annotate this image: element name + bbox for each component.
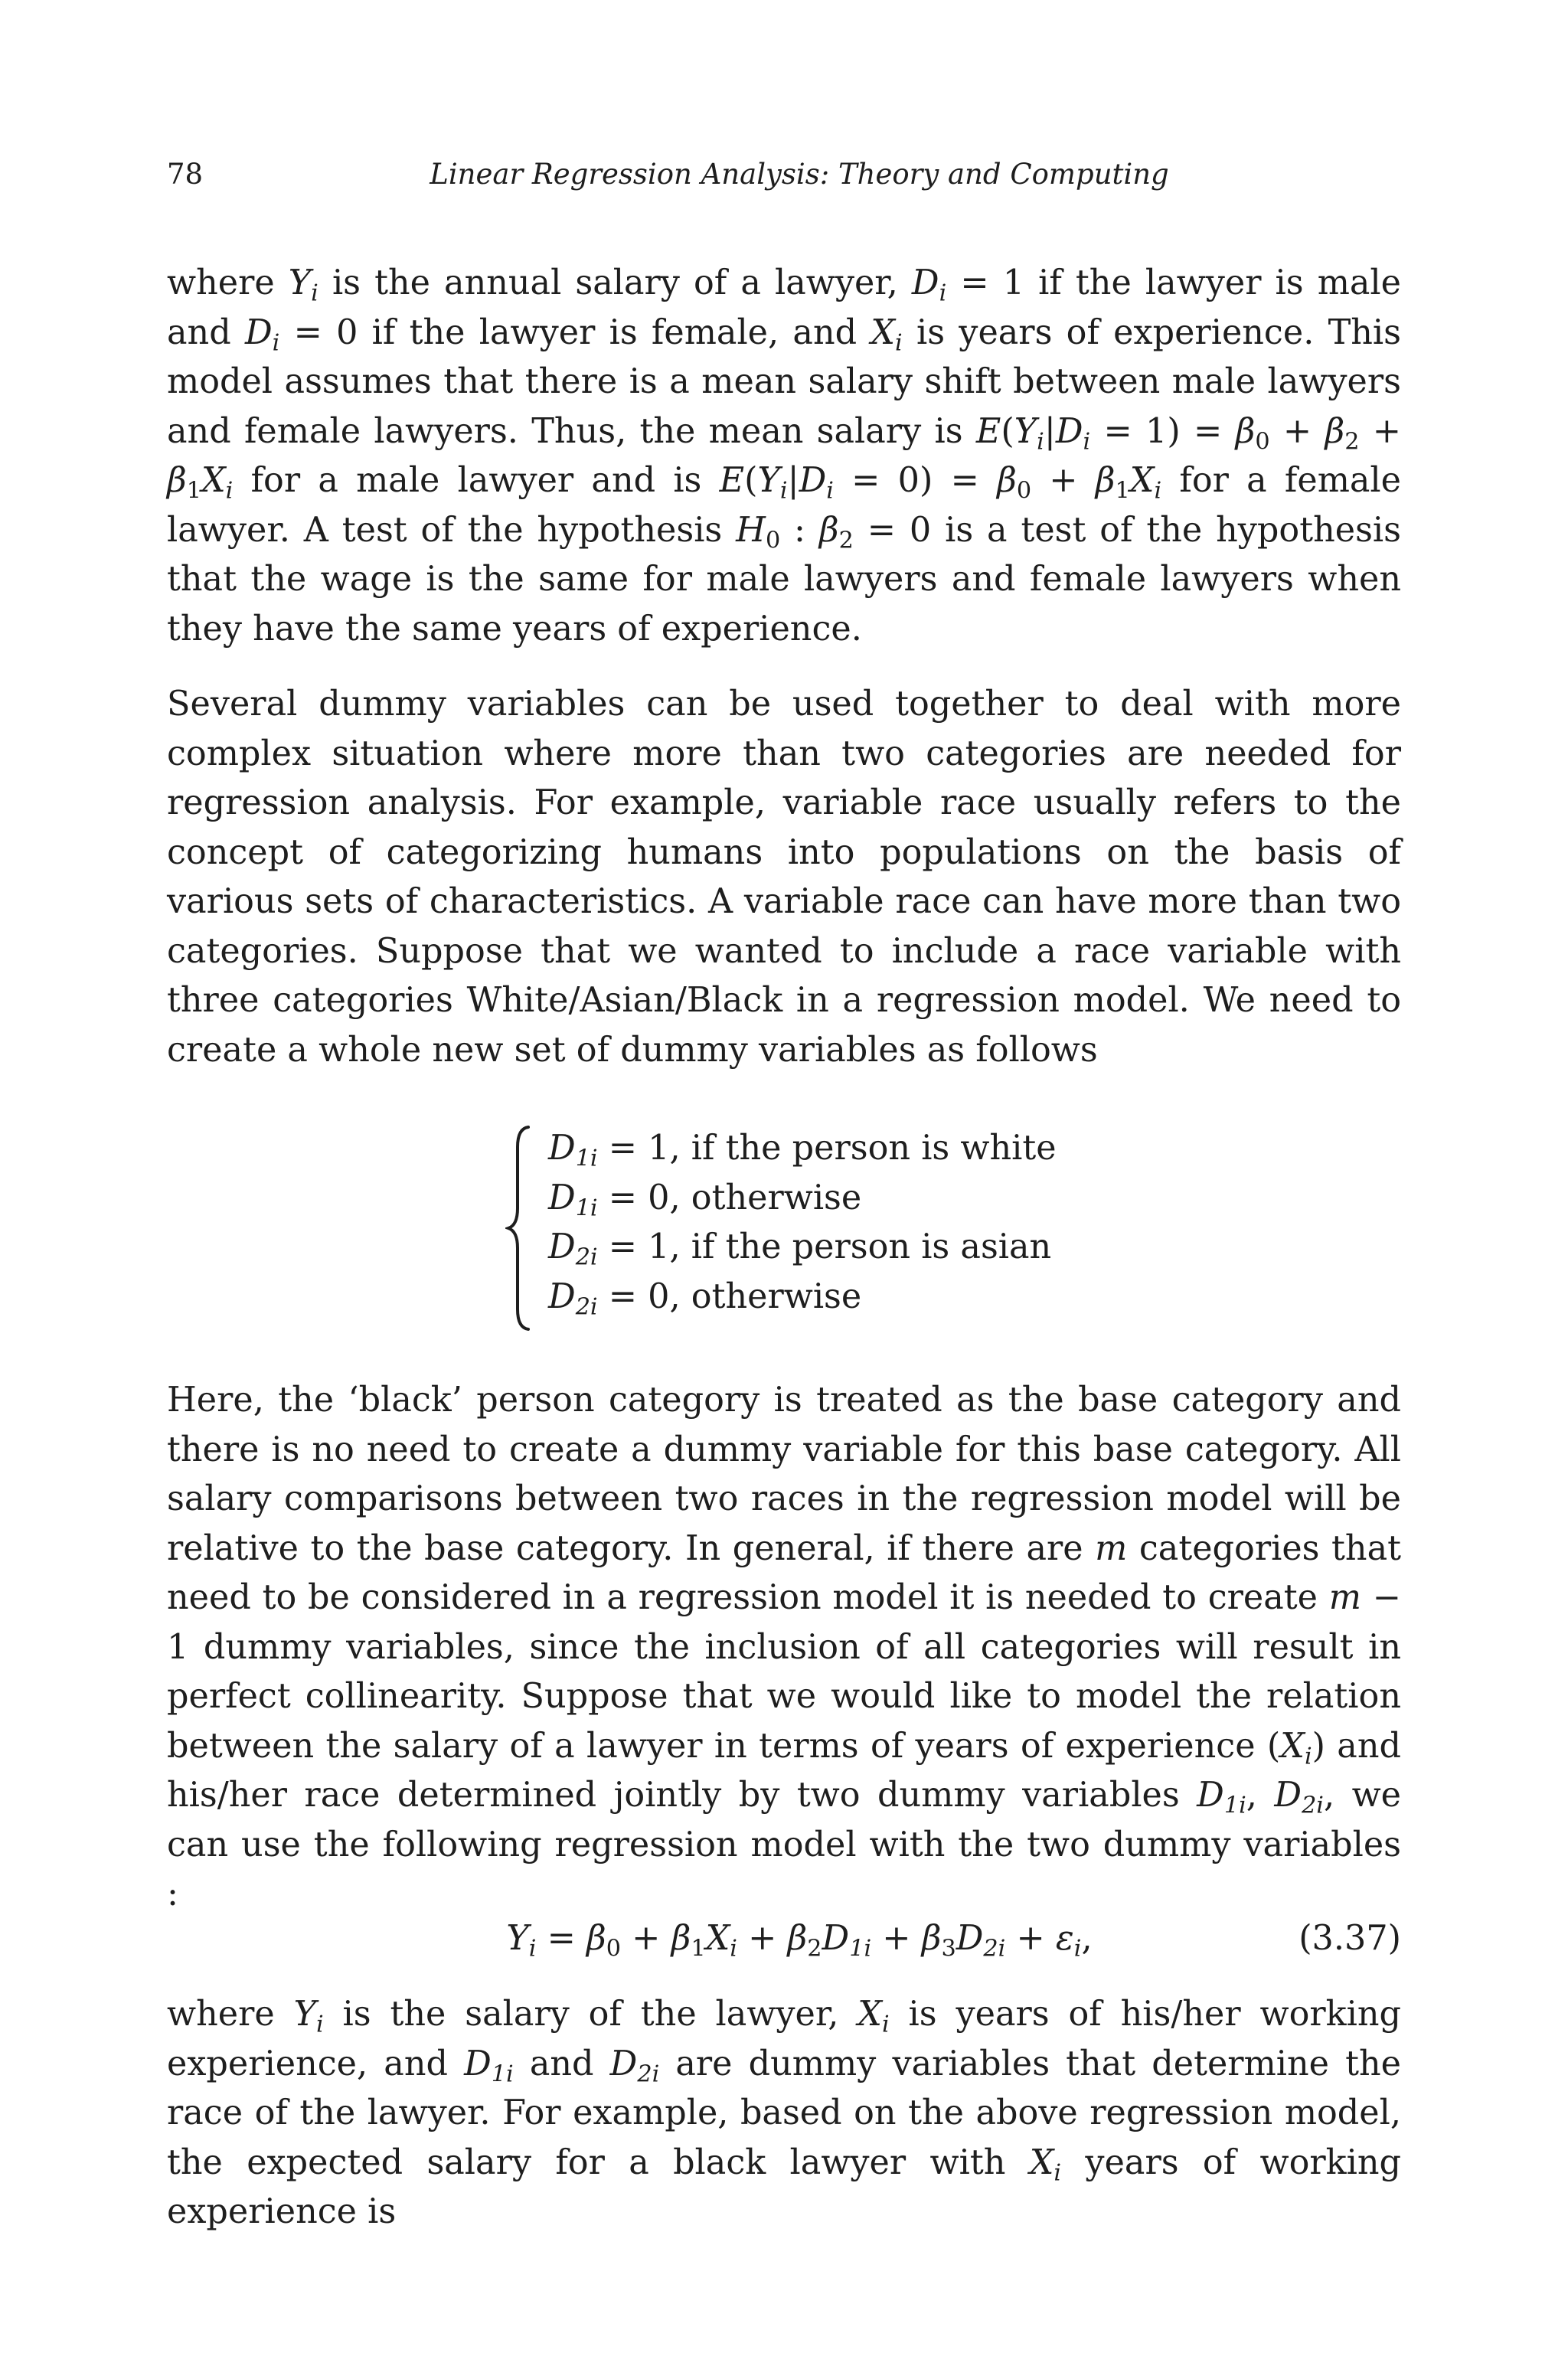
dummy-variable-cases [505,1124,1087,1332]
left-brace [505,1124,533,1332]
case-row: $D_{1i} = 1$, if the person is white [548,1129,1057,1172]
case-row: $D_{2i} = 1$, if the person is asian [548,1227,1052,1271]
equation-number: (3.37) [1298,1919,1401,1958]
page-number: 78 [167,158,204,191]
running-head [167,158,1401,204]
equation-body: $Y_i = \beta_0 + \beta_1X_i + \beta_2D_{1i} + \beta_3D_{2i} + \varepsilon_i$, [506,1919,1093,1962]
paragraph-lawyer-salary-model: where $Y_i$ is the annual salary of a lawyer, $D_i = 1$ if the lawyer is male and $D_i = 0$ if the lawyer is female, and $X_i$ is years of experience. This model assumes that there is a mean salary shift between male lawyers and female lawyers. Thus, the mean salary is $E(Y_i|D_i = 1) = \beta_0 + \beta_2 + \beta_1X_i$ for a male lawyer and is $E(Y_i|D_i = 0) = \beta_0 + \beta_1X_i$ for a female lawyer. A test of the hypothesis $H_0$ : $\beta_2 = 0$ is a test of the hypothesis that the wage is the same for male lawyers and female lawyers when they have the same years of experience. [167,263,1402,649]
paragraph-base-category: Here, the ‘black’ person category is treated as the base category and there is no need to create a dummy variable for this base category. All salary comparisons between two races in the regression model will be relative to the base category. In general, if there are m categories that need to be considered in a regression model it is needed to create m − 1 dummy variables, since the inclusion of all categories will result in perfect collinearity. Suppose that we would like to model the relation between the salary of a lawyer in terms of years of experience $(X_i)$ and his/her race determined jointly by two dummy variables $D_{1i}$, $D_{2i}$, we can use the following regression model with the two dummy variables : [167,1381,1401,1913]
running-title: Linear Regression Analysis: Theory and Computing [430,158,1169,191]
paragraph-model-explanation: where $Y_i$ is the salary of the lawyer, $X_i$ is years of his/her working experience, and $D_{1i}$ and $D_{2i}$ are dummy variables that determine the race of the lawyer. For example, based on the above regression model, the expected salary for a black lawyer with $X_i$ years of working experience is [167,1995,1401,2231]
equation-3-37 [167,1914,1401,1968]
paragraph-race-dummy-variables: Several dummy variables can be used together to deal with more complex situation where more than two categories are needed for regression analysis. For example, variable race usually refers to the concept of categorizing humans into populations on the basis of various sets of characteristics. A variable race can have more than two categories. Suppose that we wanted to include a race variable with three categories White/Asian/Black in a regression model. We need to create a whole new set of dummy variables as follows [167,685,1401,1070]
case-row: $D_{2i} = 0$, otherwise [548,1276,862,1320]
case-row: $D_{1i} = 0$, otherwise [548,1178,862,1221]
case-rows [548,1124,1057,1322]
